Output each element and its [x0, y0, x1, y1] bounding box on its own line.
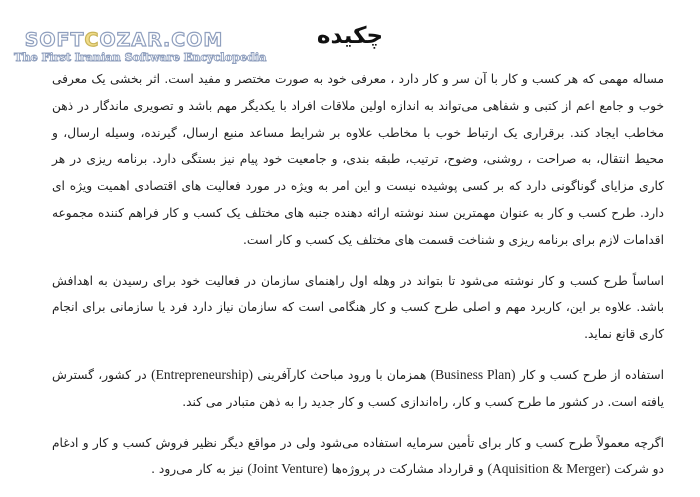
- watermark-brand-accent: C: [84, 29, 100, 51]
- paragraph-4-text-end: نیز به کار می‌رود .: [151, 462, 248, 477]
- watermark-tagline: The First Iranian Software Encyclopedia: [14, 50, 267, 64]
- document-body: [52, 66, 664, 497]
- paragraph-3-text-middle: همزمان با ورود مباحث کارآفرینی: [253, 367, 431, 382]
- paragraph-1: مساله مهمی که هر کسب و کار با آن سر و کار دارد ، معرفی خود به صورت مختصر و مفید است. اثر بخشی یک معرفی خوب و جامع اعم از کتبی و شفاهی می‌تواند به اندازه اولین ملاقات افراد با یکدیگر مهم باشد و تصویری ماندگار در ذهن مخاطب ایجاد کند. برقراری یک ارتباط خوب با مخاطب علاوه بر شرایط مساعد منبع ارسال، گیرنده، وسیله ارسال، و محیط انتقال، به صراحت ، روشنی، وضوح، ترتیب، طبقه بندی، و جامعیت خود پیام نیز بستگی دارد. برنامه ریزی در هر کاری مزایای گوناگونی دارد که بر کسی پوشیده نیست و این امر به ویژه در مورد فعالیت های اقتصادی اهمیت ویژه ای دارد. طرح کسب و کار به عنوان مهمترین سند نوشته ارائه دهنده جنبه های مختلف یک کسب و کار فراهم کننده مجموعه اقدامات لازم برای برنامه ریزی و شناخت قسمت های مختلف یک کسب و کار است.: [52, 72, 664, 247]
- paragraph-4-text-start: اگرچه معمولاً طرح کسب و کار برای تأمین سرمایه استفاده می‌شود ولی در مواقع دیگر نظیر فروش کسب و کار و ادغام دو شرکت: [52, 435, 664, 477]
- watermark-brand-prefix: SOFT: [24, 29, 85, 51]
- term-business-plan: (Business Plan): [430, 366, 516, 382]
- paragraph-4-text-middle: و قرارداد مشارکت در پروژه‌ها: [327, 462, 488, 477]
- paragraph-3-text-end: در کشور، گسترش یافته است. در کشور ما طرح کسب و کار، راه‌اندازی کسب و کار جدید را به ذهن متبادر می کند.: [52, 367, 664, 409]
- paragraph-3-text-start: استفاده از طرح کسب و کار: [515, 367, 664, 382]
- paragraph-3: [52, 362, 664, 416]
- watermark-brand-suffix: OZAR.COM: [99, 29, 224, 51]
- term-entrepreneurship: (Entrepreneurship): [151, 366, 254, 382]
- page-title: چکیده: [316, 23, 384, 50]
- term-joint-venture: (Joint Venture): [247, 461, 328, 477]
- paragraph-4: [52, 430, 664, 484]
- term-acquisition-merger: (Aquisition & Merger): [487, 461, 611, 477]
- paragraph-2: اساساً طرح کسب و کار نوشته می‌شود تا بتواند در وهله اول راهنمای سازمان در فعالیت خود برای رسیدن به اهدافش باشد. علاوه بر این، کاربرد مهم و اصلی طرح کسب و کار هنگامی است که سازمان نیاز دارد فرد یا سازمانی برای انجام کاری قانع نماید.: [52, 273, 664, 342]
